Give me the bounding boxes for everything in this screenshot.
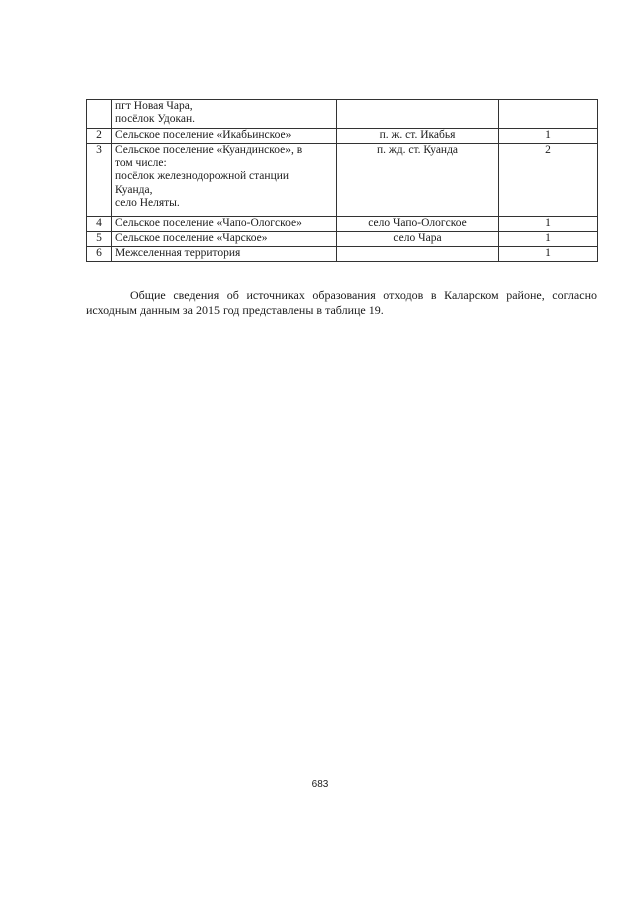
municipality-line: том числе: xyxy=(115,157,167,170)
municipality-line: пгт Новая Чара, xyxy=(115,100,193,112)
row-number-cell: 5 xyxy=(87,232,112,247)
settlement-cell xyxy=(337,247,499,262)
paragraph-line: Общие сведения об источниках образования отходов в Каларском районе, согласно xyxy=(130,288,597,302)
municipality-cell xyxy=(112,217,337,232)
count-cell: 1 xyxy=(499,232,598,247)
row-number-cell xyxy=(87,100,112,129)
count-cell: 2 xyxy=(499,144,598,217)
municipality-line: Сельское поселение «Чапо-Ологское» xyxy=(115,217,302,229)
settlement-cell: п. ж. ст. Икабья xyxy=(337,129,499,144)
municipality-line: село Неляты. xyxy=(115,196,180,209)
paragraph-line: исходным данным за 2015 год представлены в таблице 19. xyxy=(86,303,384,317)
municipality-line: посёлок Удокан. xyxy=(115,113,196,126)
table-row xyxy=(87,100,598,129)
table-row xyxy=(87,232,598,247)
municipality-line: Сельское поселение «Икабьинское» xyxy=(115,129,292,141)
row-number-cell: 2 xyxy=(87,129,112,144)
count-cell: 1 xyxy=(499,247,598,262)
municipality-line: Межселенная территория xyxy=(115,247,241,259)
municipality-cell xyxy=(112,129,337,144)
municipality-cell xyxy=(112,247,337,262)
settlement-cell xyxy=(337,100,499,129)
row-number-cell: 4 xyxy=(87,217,112,232)
count-cell xyxy=(499,100,598,129)
count-cell: 1 xyxy=(499,217,598,232)
table-row xyxy=(87,144,598,217)
settlement-cell: село Чапо-Ологское xyxy=(337,217,499,232)
municipality-line: Сельское поселение «Куандинское», в xyxy=(115,144,303,156)
page-number: 683 xyxy=(311,779,329,790)
municipality-cell xyxy=(112,144,337,217)
table-row xyxy=(87,129,598,144)
municipality-cell xyxy=(112,100,337,129)
settlements-table xyxy=(86,99,598,262)
table-row xyxy=(87,217,598,232)
municipality-cell xyxy=(112,232,337,247)
settlement-cell: п. жд. ст. Куанда xyxy=(337,144,499,217)
settlement-cell: село Чара xyxy=(337,232,499,247)
municipality-line: Куанда, xyxy=(115,183,153,196)
table-row xyxy=(87,247,598,262)
municipality-line: Сельское поселение «Чарское» xyxy=(115,232,268,244)
municipality-line: посёлок железнодорожной станции xyxy=(115,170,290,183)
count-cell: 1 xyxy=(499,129,598,144)
row-number-cell: 3 xyxy=(87,144,112,217)
row-number-cell: 6 xyxy=(87,247,112,262)
body-paragraph xyxy=(86,288,597,318)
